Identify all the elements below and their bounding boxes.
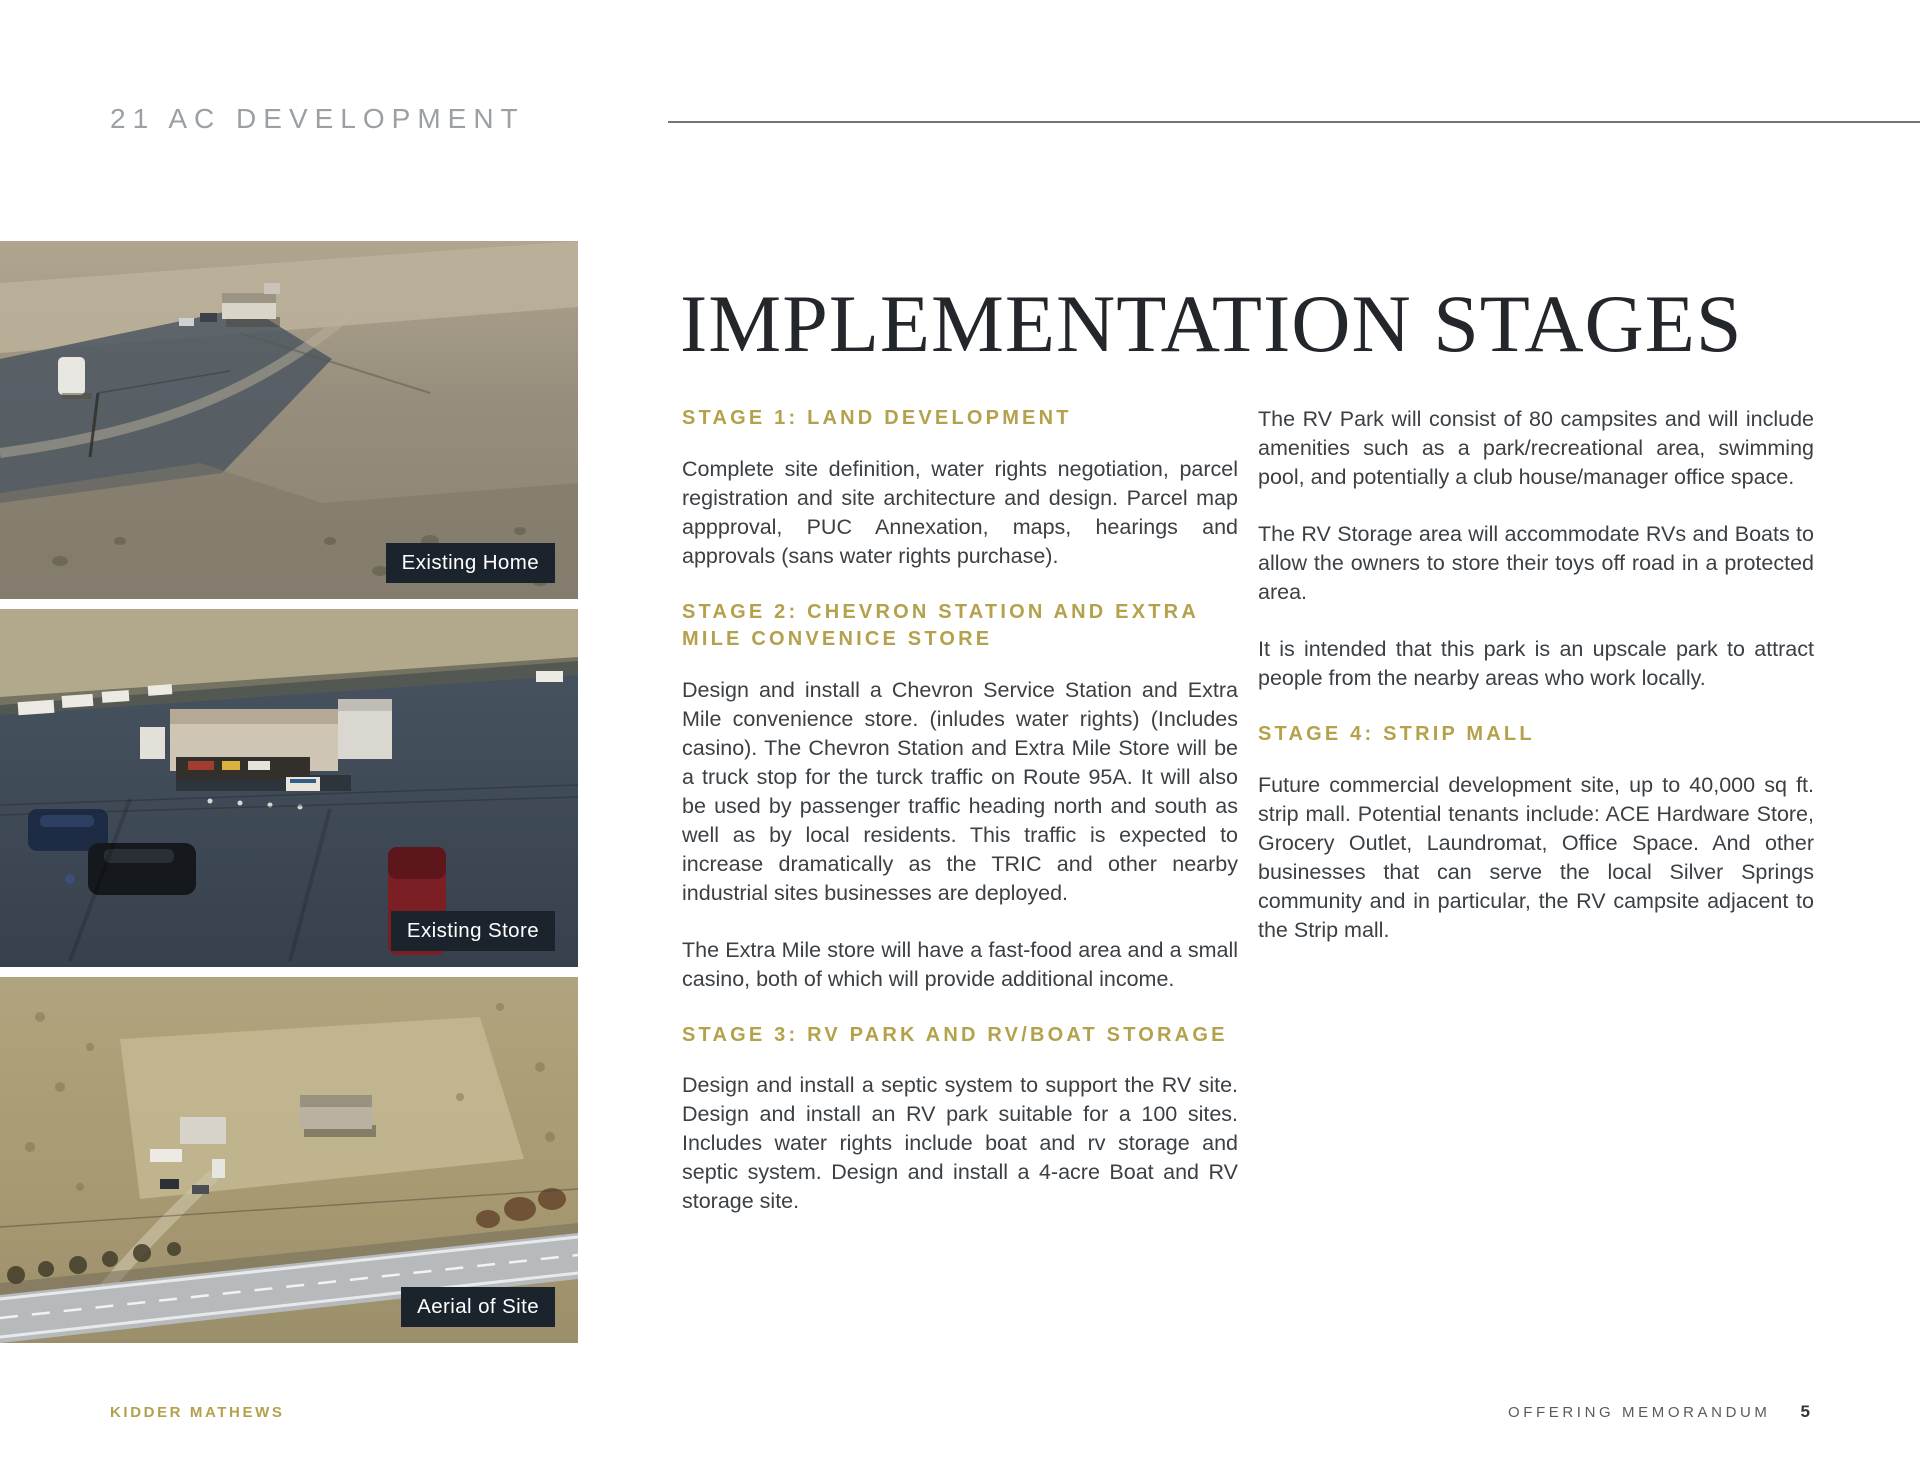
photo-existing-store xyxy=(0,609,578,967)
stage-column-right xyxy=(1258,405,1814,973)
photo-caption: Aerial of Site xyxy=(401,1287,555,1327)
photo-caption: Existing Store xyxy=(391,911,555,951)
stage-column-left xyxy=(682,405,1238,1244)
stage-heading: STAGE 3: RV PARK AND RV/BOAT STORAGE xyxy=(682,1023,1228,1046)
body-paragraph: It is intended that this park is an upscale park to attract people from the nearby areas who work locally. xyxy=(1258,637,1814,690)
body-paragraph: The RV Park will consist of 80 campsites and will include amenities such as a park/recreational area, swimming pool, and potentially a club house/manager office space. xyxy=(1258,407,1814,489)
body-paragraph: Complete site definition, water rights negotiation, parcel registration and site architecture and design. Parcel map appproval, PUC Annexation, maps, hearings and approvals (sans water rights purchase). xyxy=(682,456,1238,568)
body-paragraph: Design and install a Chevron Service Station and Extra Mile convenience store. (inludes water rights) (Includes casino). The Chevron Station and Extra Mile Store will be a truck stop for the turck traffic on Route 95A. It will also be used by passenger traffic heading north and south as well as by local residents. This traffic is expected to increase dramatically as the TRIC and other nearby industrial sites businesses are deployed. xyxy=(682,677,1238,905)
body-paragraph: Design and install a septic system to support the RV site. Design and install an RV park suitable for a 100 sites. Includes water rights include boat and rv storage and septic system. Design and install a 4-acre Boat and RV storage site. xyxy=(682,1073,1238,1214)
body-paragraph: The Extra Mile store will have a fast-food area and a small casino, both of which will provide additional income. xyxy=(682,937,1238,991)
footer-brand: KIDDER MATHEWS xyxy=(110,1404,285,1421)
header-rule xyxy=(668,121,1920,123)
stage-heading: STAGE 4: STRIP MALL xyxy=(1258,723,1535,745)
page-title: IMPLEMENTATION STAGES xyxy=(680,277,1743,369)
body-paragraph: The RV Storage area will accommodate RVs and Boats to allow the owners to store their toys off road in a protected area. xyxy=(1258,522,1814,604)
section-eyebrow: 21 AC DEVELOPMENT xyxy=(110,103,525,134)
stage-heading: STAGE 1: LAND DEVELOPMENT xyxy=(682,407,1072,429)
footer-right xyxy=(1508,1402,1810,1422)
photo-existing-home xyxy=(0,241,578,599)
body-paragraph: Future commercial development site, up to 40,000 sq ft. strip mall. Potential tenants include: ACE Hardware Store, Grocery Outlet, Laundromat, Office Space. And other businesses that can serve the local Silver Springs community and in particular, the RV campsite adjacent to the Strip mall. xyxy=(1258,772,1814,942)
photo-caption: Existing Home xyxy=(386,543,555,583)
footer-document-title: OFFERING MEMORANDUM xyxy=(1507,1404,1771,1421)
footer-page-number: 5 xyxy=(1800,1402,1810,1421)
stage-heading: STAGE 2: CHEVRON STATION AND EXTRA MILE CONVENICE STORE xyxy=(682,600,1199,651)
photo-aerial-of-site xyxy=(0,977,578,1343)
